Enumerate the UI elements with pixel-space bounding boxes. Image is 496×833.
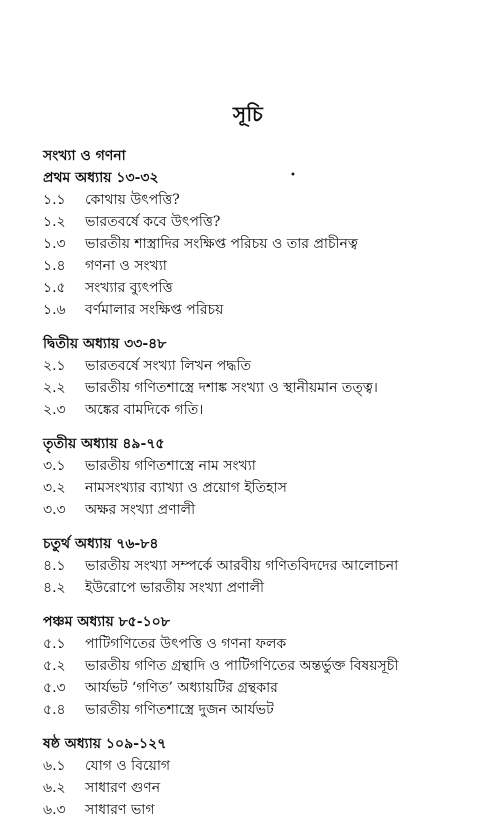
item-text: ভারতীয় গণিত গ্রন্থাদি ও পাটিগণিতের অন্তর্ভুক্ত বিষয়সূচী: [85, 658, 399, 674]
toc-item: [43, 377, 463, 399]
chapter-list: [43, 167, 463, 821]
item-number: ৬.১: [43, 758, 66, 774]
toc-item: [43, 189, 463, 211]
item-number: ৪.২: [43, 580, 66, 596]
item-number: ১.২: [43, 214, 66, 230]
item-number: ১.১: [43, 192, 66, 208]
item-text: ভারতীয় গণিতশাস্ত্রে দশাঙ্ক সংখ্যা ও স্থানীয়মান তত্ত্ব।: [85, 380, 378, 396]
toc-item: [43, 477, 463, 499]
table-of-contents: [43, 145, 463, 833]
toc-item: [43, 499, 463, 521]
chapter-group: [43, 611, 463, 721]
toc-item: [43, 299, 463, 321]
item-number: ৫.২: [43, 658, 66, 674]
toc-item: [43, 799, 463, 821]
item-text: সাধারণ ভাগ: [85, 802, 155, 818]
chapter-heading: ষষ্ঠ অধ্যায় ১০৯-১২৭: [43, 736, 167, 752]
item-number: ৬.৩: [43, 802, 66, 818]
toc-item: [43, 633, 463, 655]
chapter-group: [43, 333, 463, 421]
item-text: পাটিগণিতের উৎপত্তি ও গণনা ফলক: [85, 636, 287, 652]
item-text: অক্ষর সংখ্যা প্রণালী: [85, 502, 196, 518]
item-number: ৫.১: [43, 636, 66, 652]
chapter-heading: তৃতীয় অধ্যায় ৪৯-৭৫: [43, 436, 165, 452]
item-number: ১.৬: [43, 302, 66, 318]
item-number: ৬.২: [43, 780, 66, 796]
chapter-heading: প্রথম অধ্যায় ১৩-৩২: [43, 170, 159, 186]
chapter-heading: পঞ্চম অধ্যায় ৮৫-১০৮: [43, 614, 170, 630]
item-text: ভারতবর্ষে কবে উৎপত্তি?: [85, 214, 221, 230]
item-number: ৫.৩: [43, 680, 66, 696]
item-number: ২.৩: [43, 402, 66, 418]
chapter-group: [43, 733, 463, 821]
item-text: নামসংখ্যার ব্যাখ্যা ও প্রয়োগ ইতিহাস: [85, 480, 287, 496]
item-number: ৩.২: [43, 480, 66, 496]
toc-item: [43, 255, 463, 277]
toc-item: [43, 233, 463, 255]
item-text: গণনা ও সংখ্যা: [85, 258, 167, 274]
item-number: ৩.৩: [43, 502, 66, 518]
item-number: ১.৫: [43, 280, 66, 296]
item-text: ভারতীয় গণিতশাস্ত্রে নাম সংখ্যা: [85, 458, 256, 474]
item-text: ভারতীয় গণিতশাস্ত্রে দুজন আর্যভট: [85, 702, 274, 718]
toc-item: [43, 677, 463, 699]
item-text: আর্যভট ‘গণিত’ অধ্যায়টির গ্রন্থকার: [85, 680, 278, 696]
item-number: ৩.১: [43, 458, 66, 474]
item-text: ভারতবর্ষে সংখ্যা লিখন পদ্ধতি: [85, 358, 252, 374]
small-mark: •: [290, 170, 296, 181]
toc-item: [43, 355, 463, 377]
toc-item: [43, 777, 463, 799]
toc-item: [43, 399, 463, 421]
toc-item: [43, 577, 463, 599]
chapter-group: [43, 433, 463, 521]
toc-item: [43, 555, 463, 577]
toc-item: [43, 277, 463, 299]
item-text: সংখ্যার ব্যুৎপত্তি: [85, 280, 173, 296]
chapter-group: [43, 167, 463, 321]
item-text: কোথায় উৎপত্তি?: [85, 192, 180, 208]
item-number: ১.৪: [43, 258, 66, 274]
section-heading: সংখ্যা ও গণনা: [43, 148, 126, 164]
item-text: অঙ্কের বামদিকে গতি।: [85, 402, 204, 418]
chapter-heading: দ্বিতীয় অধ্যায় ৩৩-৪৮: [43, 336, 167, 352]
toc-item: [43, 699, 463, 721]
item-number: ১.৩: [43, 236, 66, 252]
item-text: যোগ ও বিয়োগ: [85, 758, 171, 774]
item-text: ভারতীয় শাস্ত্রাদির সংক্ষিপ্ত পরিচয় ও তার প্রাচীনত্ব: [85, 236, 358, 252]
item-number: ২.২: [43, 380, 66, 396]
toc-item: [43, 755, 463, 777]
item-text: সাধারণ গুণন: [85, 780, 161, 796]
item-text: বর্ণমালার সংক্ষিপ্ত পরিচয়: [85, 302, 224, 318]
item-text: ভারতীয় সংখ্যা সম্পর্কে আরবীয় গণিতবিদদের আলোচনা: [85, 558, 399, 574]
item-text: ইউরোপে ভারতীয় সংখ্যা প্রণালী: [85, 580, 265, 596]
toc-item: [43, 655, 463, 677]
page-title: সূচি: [232, 102, 264, 126]
toc-item: [43, 211, 463, 233]
item-number: ৪.১: [43, 558, 66, 574]
toc-item: [43, 455, 463, 477]
item-number: ৫.৪: [43, 702, 66, 718]
chapter-group: [43, 533, 463, 599]
item-number: ২.১: [43, 358, 66, 374]
chapter-heading: চতুর্থ অধ্যায় ৭৬-৮৪: [43, 536, 159, 552]
